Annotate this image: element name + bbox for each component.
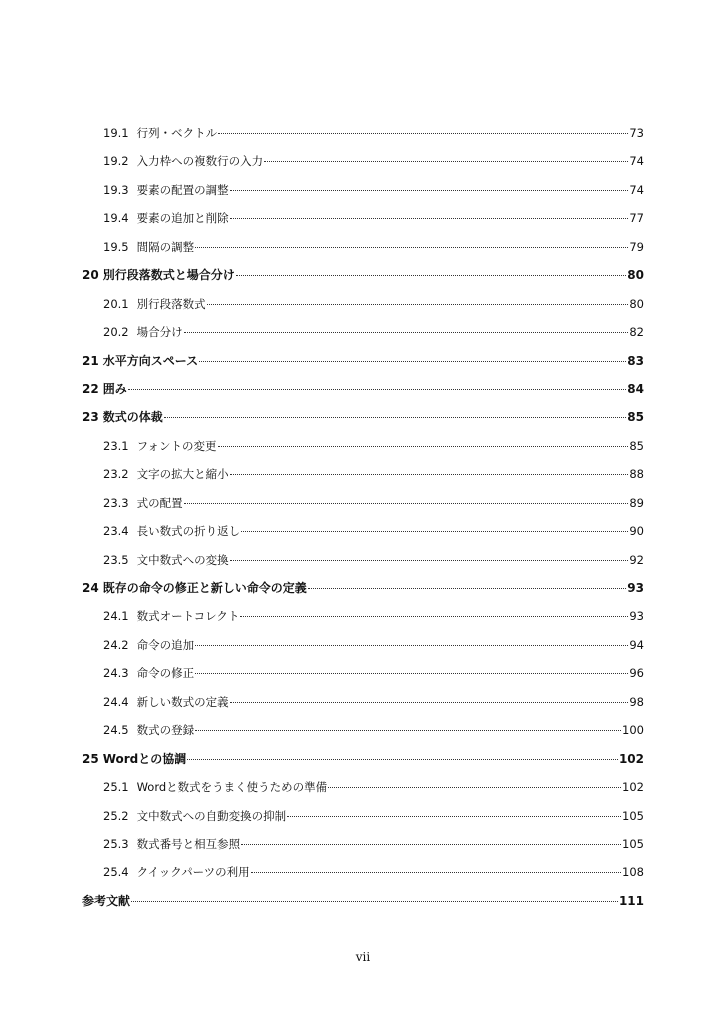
toc-chapter-entry[interactable] xyxy=(82,375,644,403)
toc-section-entry[interactable] xyxy=(82,830,644,858)
toc-chapter-entry[interactable] xyxy=(82,347,644,375)
entry-title: 要素の配置の調整 xyxy=(136,182,229,197)
dot-leader xyxy=(240,616,628,617)
dot-leader xyxy=(218,133,628,134)
dot-leader xyxy=(230,190,629,191)
entry-number: 25.1 xyxy=(103,780,129,795)
toc-section-entry[interactable] xyxy=(82,147,644,175)
dot-leader xyxy=(236,275,627,276)
toc-section-entry[interactable] xyxy=(82,460,644,488)
entry-page-number: 73 xyxy=(629,126,644,140)
toc-section-entry[interactable] xyxy=(82,432,644,460)
toc-section-entry[interactable] xyxy=(82,119,644,147)
entry-page-number: 92 xyxy=(629,552,644,567)
entry-title: 参考文献 xyxy=(82,893,131,908)
toc-section-entry[interactable] xyxy=(82,631,644,659)
entry-number: 20.2 xyxy=(103,325,129,340)
dot-leader xyxy=(218,446,629,447)
entry-title: フォントの変更 xyxy=(136,438,217,453)
entry-title: 数式の体裁 xyxy=(102,410,163,425)
toc-chapter-entry[interactable] xyxy=(82,745,644,773)
entry-number: 24.3 xyxy=(103,666,129,681)
dot-leader xyxy=(195,730,621,731)
entry-title: 別行段落数式と場合分け xyxy=(102,268,235,283)
entry-title: 別行段落数式 xyxy=(136,296,206,311)
dot-leader xyxy=(195,645,628,646)
entry-page-number: 102 xyxy=(622,780,644,795)
toc-chapter-entry[interactable] xyxy=(82,403,644,431)
entry-page-number: 80 xyxy=(629,296,644,311)
entry-number: 24.5 xyxy=(103,723,129,738)
dot-leader xyxy=(241,531,628,532)
entry-page-number: 80 xyxy=(627,268,644,283)
toc-chapter-entry[interactable] xyxy=(82,574,644,602)
entry-page-number: 93 xyxy=(627,581,644,595)
page-number-footer: vii xyxy=(355,950,371,964)
entry-number: 23.1 xyxy=(103,438,129,453)
dot-leader xyxy=(264,161,628,162)
entry-title: 文中数式への変換 xyxy=(136,552,229,567)
toc-chapter-entry[interactable] xyxy=(82,887,644,915)
dot-leader xyxy=(287,816,621,817)
entry-number: 23.4 xyxy=(103,524,129,539)
entry-page-number: 98 xyxy=(629,694,644,709)
entry-number: 19.1 xyxy=(103,126,129,140)
dot-leader xyxy=(251,872,621,873)
dot-leader xyxy=(230,474,629,475)
entry-number: 22 xyxy=(82,381,99,396)
entry-page-number: 100 xyxy=(622,723,644,738)
entry-title: 命令の修正 xyxy=(136,666,195,681)
entry-page-number: 111 xyxy=(618,893,644,908)
entry-number: 25.4 xyxy=(103,865,129,880)
entry-number: 23.2 xyxy=(103,467,129,482)
entry-number: 20 xyxy=(82,268,99,283)
entry-page-number: 84 xyxy=(627,381,644,396)
entry-title: 間隔の調整 xyxy=(136,239,195,254)
entry-page-number: 83 xyxy=(627,353,644,368)
dot-leader xyxy=(187,759,618,760)
entry-title: 行列・ベクトル xyxy=(136,126,218,140)
toc-section-entry[interactable] xyxy=(82,318,644,346)
toc-section-entry[interactable] xyxy=(82,773,644,801)
toc-section-entry[interactable] xyxy=(82,290,644,318)
entry-title: 囲み xyxy=(102,381,127,396)
entry-page-number: 108 xyxy=(622,865,644,880)
entry-title: 数式オートコレクト xyxy=(136,609,240,624)
entry-number: 23 xyxy=(82,410,99,425)
entry-page-number: 96 xyxy=(629,666,644,681)
entry-title: 長い数式の折り返し xyxy=(136,524,241,539)
entry-title: Wordと数式をうまく使うための準備 xyxy=(136,780,328,795)
dot-leader xyxy=(207,304,629,305)
toc-section-entry[interactable] xyxy=(82,802,644,830)
dot-leader xyxy=(308,588,627,589)
dot-leader xyxy=(184,503,629,504)
entry-page-number: 102 xyxy=(618,751,644,766)
entry-title: 要素の追加と削除 xyxy=(136,211,229,226)
entry-page-number: 90 xyxy=(629,524,644,539)
toc-section-entry[interactable] xyxy=(82,602,644,630)
entry-page-number: 93 xyxy=(629,609,644,624)
entry-page-number: 105 xyxy=(622,836,644,851)
entry-number: 24.4 xyxy=(103,694,129,709)
dot-leader xyxy=(195,673,628,674)
dot-leader xyxy=(128,389,627,390)
entry-title: 場合分け xyxy=(136,325,183,340)
dot-leader xyxy=(199,361,626,362)
toc-section-entry[interactable] xyxy=(82,858,644,886)
dot-leader xyxy=(195,247,628,248)
entry-title: 文字の拡大と縮小 xyxy=(136,467,229,482)
entry-number: 19.3 xyxy=(103,182,129,197)
entry-title: 数式の登録 xyxy=(136,723,195,738)
entry-title: 入力枠への複数行の入力 xyxy=(136,154,264,169)
entry-title: クイックパーツの利用 xyxy=(136,865,250,880)
entry-title: 既存の命令の修正と新しい命令の定義 xyxy=(102,581,307,595)
entry-number: 25 xyxy=(82,751,99,766)
entry-number: 20.1 xyxy=(103,296,129,311)
toc-section-entry[interactable] xyxy=(82,233,644,261)
entry-page-number: 82 xyxy=(629,325,644,340)
entry-title: Wordとの協調 xyxy=(102,751,187,766)
toc-section-entry[interactable] xyxy=(82,546,644,574)
dot-leader xyxy=(241,844,621,845)
entry-page-number: 74 xyxy=(629,154,644,169)
entry-page-number: 77 xyxy=(629,211,644,226)
entry-title: 文中数式への自動変換の抑制 xyxy=(136,808,287,823)
dot-leader xyxy=(184,332,629,333)
dot-leader xyxy=(230,218,629,219)
entry-number: 19.4 xyxy=(103,211,129,226)
entry-title: 水平方向スペース xyxy=(102,353,199,368)
entry-number: 19.2 xyxy=(103,154,129,169)
entry-page-number: 85 xyxy=(629,438,644,453)
toc-section-entry[interactable] xyxy=(82,688,644,716)
table-of-contents xyxy=(82,119,644,915)
entry-title: 新しい数式の定義 xyxy=(136,694,229,709)
dot-leader xyxy=(230,702,629,703)
toc-section-entry[interactable] xyxy=(82,659,644,687)
entry-page-number: 94 xyxy=(629,637,644,652)
entry-page-number: 79 xyxy=(629,239,644,254)
entry-title: 式の配置 xyxy=(136,495,183,510)
entry-number: 24.2 xyxy=(103,637,129,652)
entry-number: 25.3 xyxy=(103,836,129,851)
toc-section-entry[interactable] xyxy=(82,517,644,545)
dot-leader xyxy=(164,417,627,418)
dot-leader xyxy=(230,560,629,561)
entry-number: 19.5 xyxy=(103,239,129,254)
entry-number: 23.5 xyxy=(103,552,129,567)
entry-number: 25.2 xyxy=(103,808,129,823)
toc-section-entry[interactable] xyxy=(82,716,644,744)
entry-page-number: 85 xyxy=(627,410,644,425)
dot-leader xyxy=(131,901,618,902)
entry-number: 24 xyxy=(82,581,99,595)
entry-page-number: 89 xyxy=(629,495,644,510)
toc-section-entry[interactable] xyxy=(82,176,644,204)
toc-section-entry[interactable] xyxy=(82,204,644,232)
entry-number: 24.1 xyxy=(103,609,129,624)
entry-title: 数式番号と相互参照 xyxy=(136,836,241,851)
entry-page-number: 88 xyxy=(629,467,644,482)
toc-chapter-entry[interactable] xyxy=(82,261,644,289)
entry-page-number: 105 xyxy=(622,808,644,823)
dot-leader xyxy=(328,787,621,788)
toc-section-entry[interactable] xyxy=(82,489,644,517)
entry-title: 命令の追加 xyxy=(136,637,195,652)
entry-number: 21 xyxy=(82,353,99,368)
entry-page-number: 74 xyxy=(629,182,644,197)
entry-number: 23.3 xyxy=(103,495,129,510)
